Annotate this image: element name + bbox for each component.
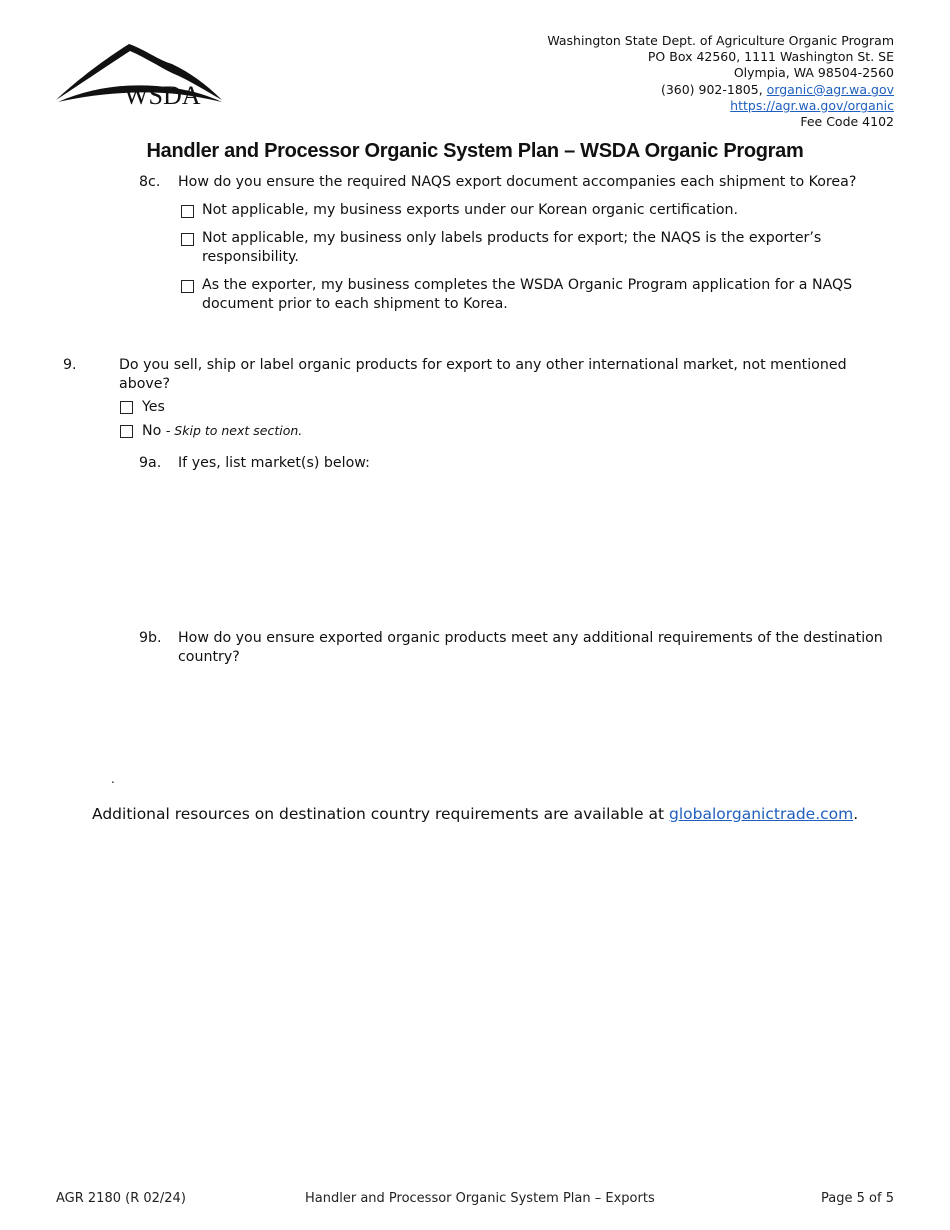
address-line-1: PO Box 42560, 1111 Washington St. SE (647, 49, 894, 65)
logo-text: WSDA (124, 81, 201, 110)
email-link[interactable]: organic@agr.wa.gov (766, 81, 894, 97)
address-line-2: Olympia, WA 98504-2560 (733, 65, 894, 81)
q9-text: Do you sell, ship or label organic products for export to any other international market, not mentioned above? (119, 357, 847, 392)
q8c-option-1-checkbox[interactable] (181, 205, 194, 218)
phone-email-line (547, 82, 894, 98)
q8c-option-1-label: Not applicable, my business exports under our Korean organic certification. (202, 202, 739, 218)
q8c-option-2-checkbox[interactable] (181, 233, 194, 246)
q9-number: 9. (63, 357, 77, 373)
footer-doc-title: Handler and Processor Organic System Plan – Exports (305, 1191, 655, 1206)
skip-hint: - Skip to next section. (165, 423, 303, 438)
resources-line: Additional resources on destination country requirements are available at globalorganictrade.com. (92, 805, 859, 823)
q8c-number: 8c. (139, 174, 161, 190)
footer-form-number: AGR 2180 (R 02/24) (56, 1191, 186, 1206)
q9a-number: 9a. (139, 455, 162, 471)
q8c-option-3-checkbox[interactable] (181, 280, 194, 293)
q9b-number: 9b. (139, 630, 162, 646)
footer-page-number: Page 5 of 5 (821, 1191, 894, 1206)
contact-block (547, 33, 894, 130)
q8c-option-3-label: As the exporter, my business completes the WSDA Organic Program application for a NAQS document prior to each shipment to Korea. (202, 277, 853, 312)
globalorganictrade-link[interactable]: globalorganictrade.com (669, 805, 854, 823)
q9a-answer-area[interactable] (178, 478, 888, 608)
phone: (360) 902-1805, (660, 81, 763, 97)
q9a-text: If yes, list market(s) below: (178, 455, 370, 471)
q9-yes-checkbox[interactable] (120, 401, 133, 414)
q9b-text: How do you ensure exported organic products meet any additional requirements of the destination country? (178, 630, 883, 665)
website-link[interactable]: https://agr.wa.gov/organic (730, 97, 894, 113)
q8c-text: How do you ensure the required NAQS export document accompanies each shipment to Korea? (178, 174, 857, 190)
q9-no-label: No - Skip to next section. (142, 423, 303, 439)
q9-yes-label: Yes (142, 399, 165, 415)
q8c-option-2-label: Not applicable, my business only labels products for export; the NAQS is the exporter’s responsibility. (202, 230, 822, 265)
page-title: Handler and Processor Organic System Plan – WSDA Organic Program (146, 140, 804, 162)
q9b-answer-area[interactable] (178, 672, 888, 767)
stray-dot: . (111, 772, 115, 786)
wsda-logo (54, 38, 224, 110)
org-name: Washington State Dept. of Agriculture Organic Program (547, 33, 894, 48)
q9-no-checkbox[interactable] (120, 425, 133, 438)
fee-code: Fee Code 4102 (800, 114, 894, 130)
